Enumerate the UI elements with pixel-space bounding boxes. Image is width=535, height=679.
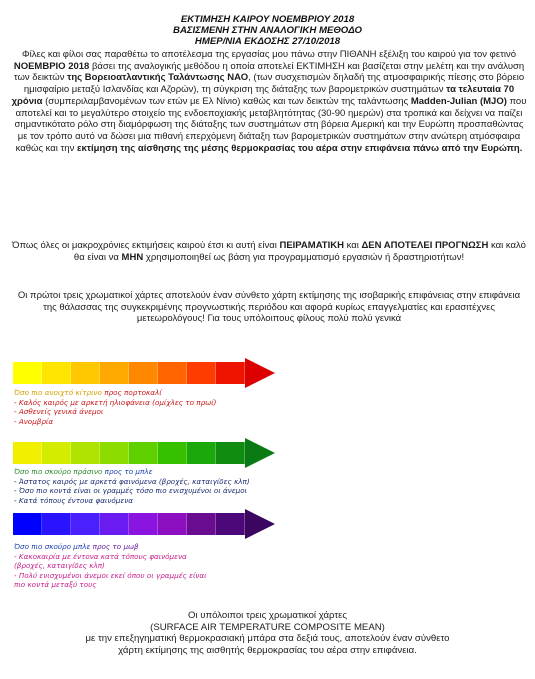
disclaimer-text-2: και [343, 240, 362, 251]
intro-text-1: Φίλες και φίλοι σας παραθέτω το αποτέλεσμα της εργασίας μου πάνω στην ΠΙΘΑΝΗ εξέλιξη του καιρού για τον φετινό [22, 49, 516, 60]
legend-cool-item: (βροχές, καταιγίδες κλπ) [14, 561, 105, 571]
color-swatch [158, 362, 187, 384]
legend-green-item: - Κατά τόπους έντονα φαινόμενα [14, 495, 133, 505]
color-swatch [187, 442, 216, 464]
color-swatch [71, 442, 100, 464]
color-swatch [42, 442, 71, 464]
legend-cool-title: Όσο πιο σκούρο μπλε [14, 542, 93, 551]
color-swatch [129, 442, 158, 464]
disclaimer-text-3: και καλό θα είναι να [73, 240, 526, 263]
color-swatch [158, 513, 187, 535]
color-swatch [42, 362, 71, 384]
color-swatch [100, 513, 129, 535]
intro-bold-years: τα τελευταία 70 χρόνια [11, 84, 515, 107]
color-swatch [71, 362, 100, 384]
cool-color-scale [13, 513, 275, 535]
legend-cool-item: πιο κοντά μεταξύ τους [14, 580, 97, 590]
scale-arrow-icon [245, 358, 275, 388]
legend-green-title: Όσο πιο σκούρο πράσινο [14, 467, 105, 476]
disclaimer-bold-not-forecast: ΔΕΝ ΑΠΟΤΕΛΕΙ ΠΡΟΓΝΩΣΗ [361, 240, 489, 251]
color-swatch [100, 442, 129, 464]
disclaimer-text-4: χρησιμοποιηθεί ως βάση για προγραμματισμό εργασιών ή δραστηριοτήτων! [143, 251, 465, 263]
legend-green-item: - Άστατος καιρός με αρκετά φαινόμενα (βροχές, καταιγίδες κλπ) [14, 476, 250, 486]
legend-cool-item: - Κακοκαιρία με έντονα κατά τόπους φαινόμενα [14, 551, 187, 561]
scale-arrow-icon [245, 509, 275, 539]
intro-bold-nao: της Βορειοατλαντικής Ταλάντωσης ΝΑΟ [67, 72, 249, 84]
color-swatch [216, 513, 245, 535]
intro-bold-mjo: Madden-Julian (MJO) [410, 95, 507, 107]
intro-bold-estimate: εκτίμηση της αίσθησης της μέσης θερμοκρασίας του αέρα στην επιφάνεια πάνω από την Ευρώπη. [76, 142, 523, 154]
color-swatch [129, 513, 158, 535]
legend-green-item: - Όσο πιο κοντά είναι οι γραμμές τόσο πιο ενισχυμένοι οι άνεμοι [14, 486, 248, 496]
disclaimer-text-1: Όπως όλες οι μακροχρόνιες εκτιμήσεις καιρού έτσι κι αυτή είναι [12, 240, 280, 251]
title: ΕΚΤΙΜΗΣΗ ΚΑΙΡΟΥ ΝΟΕΜΒΡΙΟΥ 2018 [180, 14, 355, 25]
charts-intro-paragraph: Οι πρώτοι τρεις χρωματικοί χάρτες αποτελούν έναν σύνθετο χάρτη εκτίμησης της ισοβαρικής επιφάνειας στην επιφάνεια της θάλασσας της συγκεκριμένης προγνωστικής περιόδου και αφορά κυρίως επαγγελματίες και ερασιτέχνες μετεωρολόγους! Για τους υπόλοιπους φίλους πολύ πολύ γενικά [17, 290, 521, 325]
warm-color-scale [13, 362, 275, 384]
color-swatch [71, 513, 100, 535]
legend-warm-title: Όσο πιο ανοιχτό κίτρινο [14, 388, 105, 397]
legend-cool-title-end: προς το μωβ [92, 542, 139, 551]
disclaimer-bold-not: ΜΗΝ [121, 251, 144, 263]
legend-warm-item: - Ασθενείς γενικά άνεμοι [14, 407, 104, 417]
legend-warm-title-end: προς πορτοκαλί [104, 388, 162, 397]
legend-green-title-end: προς το μπλε [104, 467, 153, 476]
intro-text-2: βάσει της αναλογικής μεθόδου η οποία αποτελεί ΕΚΤΙΜΗΣΗ και βασίζεται στην μελέτη και την ανάλυση των δεικτών [13, 60, 525, 84]
intro-paragraph [10, 49, 528, 154]
bottom-line-1: Οι υπόλοιποι τρεις χρωματικοί χάρτες [187, 610, 348, 621]
color-swatch [158, 442, 187, 464]
bottom-line-4: χάρτη εκτίμησης της αισθητής θερμοκρασίας του αέρα στην επιφάνεια. [118, 644, 417, 656]
color-swatch [42, 513, 71, 535]
legend-warm-item: - Ανομβρία [14, 416, 54, 426]
legend-warm [14, 388, 216, 426]
color-swatch [216, 362, 245, 384]
document-header [0, 14, 535, 47]
green-color-scale [13, 442, 275, 464]
subtitle-method: ΒΑΣΙΣΜΕΝΗ ΣΤΗΝ ΑΝΑΛΟΓΙΚΗ ΜΕΘΟΔΟ [173, 25, 362, 36]
color-swatch [129, 362, 158, 384]
color-swatch [216, 442, 245, 464]
color-swatch [13, 513, 42, 535]
legend-warm-item: - Καλός καιρός με αρκετή ηλιοφάνεια (ομίχλες το πρωί) [14, 397, 217, 407]
bottom-line-2: (SURFACE AIR TEMPERATURE COMPOSITE MEAN) [150, 621, 385, 633]
color-swatch [100, 362, 129, 384]
intro-text-4: (συμπεριλαμβανομένων των ετών με Ελ Νίνιο) καθώς και των δεικτών της ταλάντωσης [42, 95, 411, 107]
legend-cool-item: - Πολύ ενισχυμένοι άνεμοι εκεί όπου οι γραμμές είναι [14, 570, 207, 580]
color-swatch [187, 513, 216, 535]
issue-date: ΗΜΕΡ/ΝΙΑ ΕΚΔΟΣΗΣ 27/10/2018 [194, 36, 341, 47]
color-swatch [13, 442, 42, 464]
scale-arrow-icon [245, 438, 275, 468]
color-swatch [187, 362, 216, 384]
intro-bold-month: ΝΟΕΜΒΡΙΟ 2018 [13, 60, 90, 72]
bottom-line-3: με την επεξηγηματική θερμοκρασιακή μπάρα στα δεξιά τους, αποτελούν έναν σύνθετο [85, 633, 450, 645]
color-swatch [13, 362, 42, 384]
bottom-section [0, 610, 535, 656]
intro-text-5: που αποτελεί και το μεγαλύτερο στοιχείο της ενδοεποχιακής μεταβλητότητας (30-90 ημερών) στα τροπικά και δείχνει να παίζει σημαντικότατο ρόλο στη διαμόρφωση της διάταξης των συστημάτων στη βόρεια Αμερική και την Ευρώπη προσπαθώντας με τον τρόπο αυτό να δώσει μια πιθανή επερχόμενη διάταξη των βαρομετρικών συστημάτων στην ανώτερη ατμόσφαιρα καθώς και την [14, 95, 527, 154]
disclaimer-bold-experimental: ΠΕΙΡΑΜΑΤΙΚΗ [279, 240, 344, 251]
disclaimer-paragraph [10, 240, 528, 263]
legend-cool [14, 542, 207, 590]
intro-text-3: , (των συσχετισμών δηλαδή της ατμοσφαιρικής πίεσης στο βόρειο ημισφαίριο μεταξύ Ισλανδίας και Αζορών), τη σύγκριση της διάταξης των βαρομετρικών συστημάτων [23, 72, 525, 96]
legend-green [14, 467, 250, 505]
